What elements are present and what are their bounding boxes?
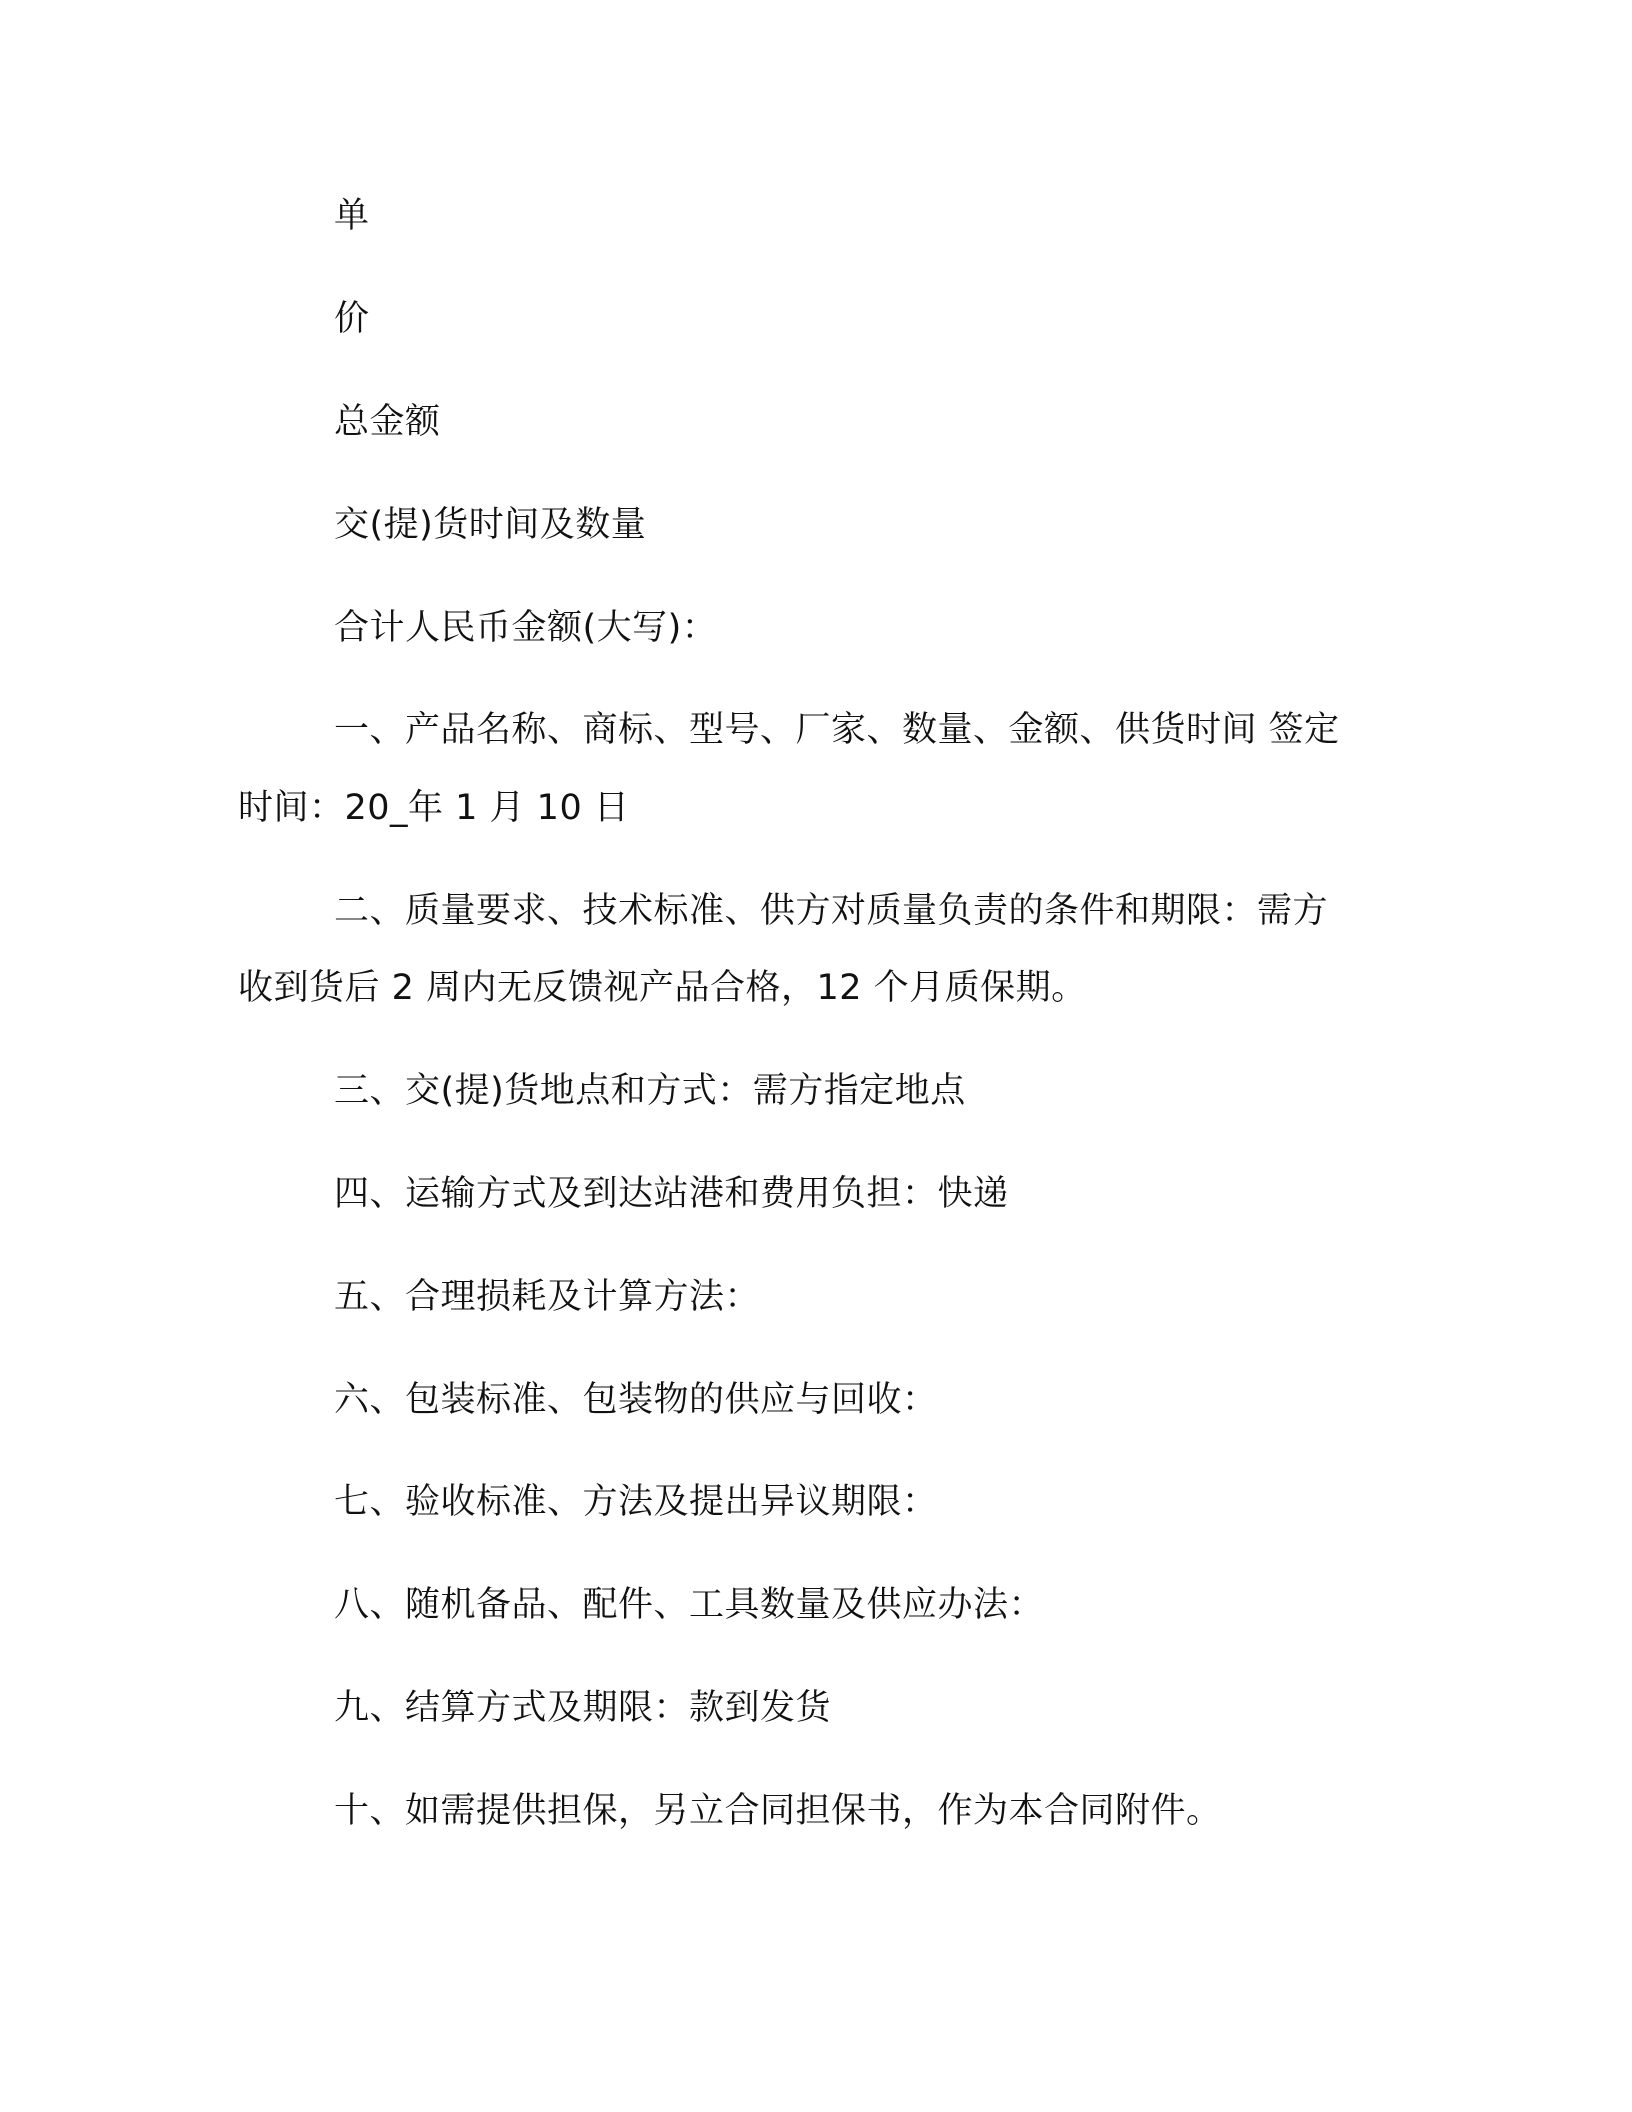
field-label-price: 价: [334, 299, 370, 339]
clause-8-text: 八、随机备品、配件、工具数量及供应办法：: [334, 1585, 1045, 1625]
clause-3-text: 三、交(提)货地点和方式：需方指定地点: [334, 1071, 966, 1111]
clause-2-continuation: 收到货后 2 周内无反馈视产品合格，12 个月质保期。: [238, 968, 1087, 1008]
field-label-total-amount: 总金额: [334, 402, 441, 442]
clause-1-signing-date: 时间：20_年 1 月 10 日: [238, 788, 630, 828]
field-label-total-rmb-amount: 合计人民币金额(大写)：: [334, 608, 718, 648]
clause-9-text: 九、结算方式及期限：款到发货: [334, 1688, 832, 1728]
field-label-delivery-time-quantity: 交(提)货时间及数量: [334, 505, 647, 545]
clause-10-text: 十、如需提供担保，另立合同担保书，作为本合同附件。: [334, 1791, 1222, 1831]
clause-2-text: 二、质量要求、技术标准、供方对质量负责的条件和期限：需方: [334, 891, 1329, 931]
clause-5-text: 五、合理损耗及计算方法：: [334, 1277, 761, 1317]
clause-6-text: 六、包装标准、包装物的供应与回收：: [334, 1380, 938, 1420]
clause-1-text: 一、产品名称、商标、型号、厂家、数量、金额、供货时间 签定: [334, 710, 1340, 750]
clause-7-text: 七、验收标准、方法及提出异议期限：: [334, 1482, 938, 1522]
clause-4-text: 四、运输方式及到达站港和费用负担：快递: [334, 1174, 1009, 1214]
field-label-unit: 单: [334, 196, 370, 236]
